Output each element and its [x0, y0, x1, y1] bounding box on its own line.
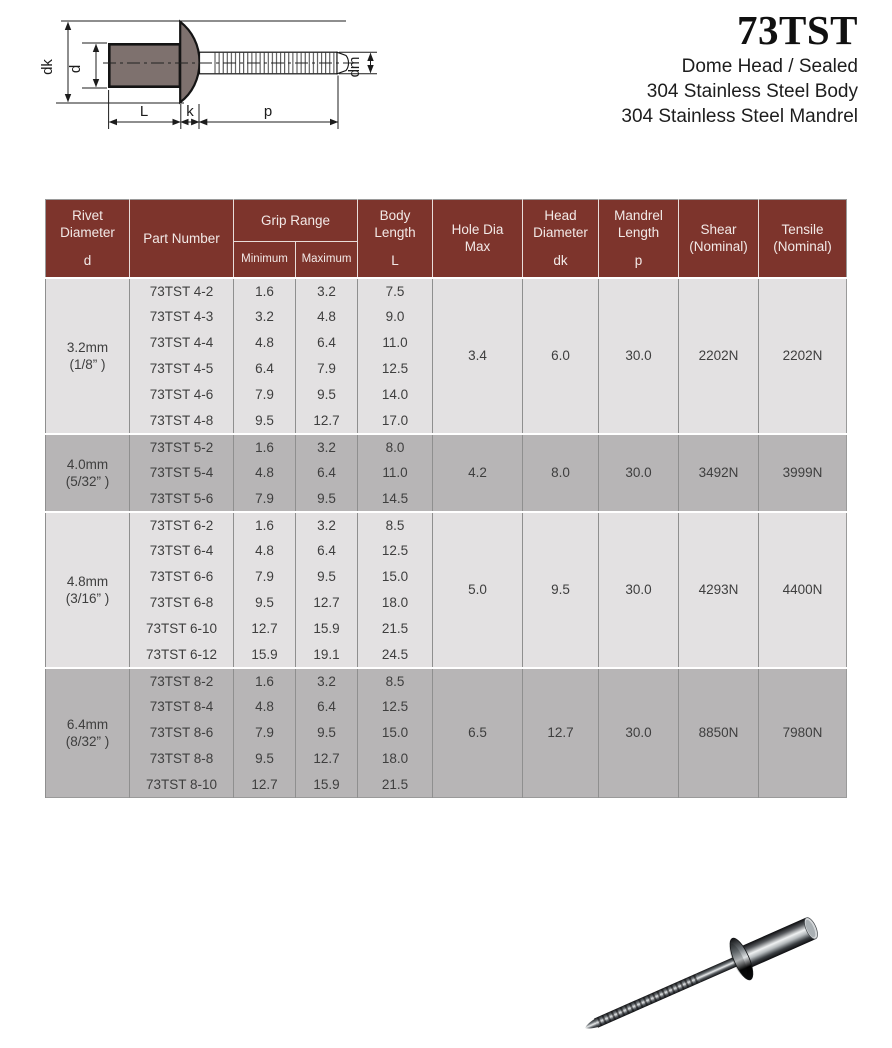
col-header-grip-range: Grip Range	[234, 200, 358, 242]
cell-body-length: 15.0	[358, 564, 433, 590]
cell-body-length: 8.5	[358, 512, 433, 538]
diameter-fraction: (3/16” )	[65, 590, 110, 606]
cell-grip-minimum: 3.2	[234, 304, 296, 330]
cell-grip-minimum: 1.6	[234, 668, 296, 694]
cell-shear: 2202N	[679, 278, 759, 434]
cell-grip-minimum: 7.9	[234, 382, 296, 408]
col-header-tensile: Tensile (Nominal)	[759, 200, 847, 278]
col-header-part-number: Part Number	[130, 200, 234, 278]
cell-mandrel-length: 30.0	[599, 668, 679, 798]
cell-hole-dia-max: 6.5	[433, 668, 523, 798]
cell-part-number: 73TST 4-6	[130, 382, 234, 408]
cell-grip-maximum: 3.2	[296, 434, 358, 460]
cell-grip-maximum: 6.4	[296, 330, 358, 356]
cell-grip-maximum: 6.4	[296, 538, 358, 564]
col-header-grip-maximum: Maximum	[296, 242, 358, 278]
cell-body-length: 24.5	[358, 642, 433, 668]
cell-grip-minimum: 9.5	[234, 590, 296, 616]
table-row	[46, 512, 847, 538]
rivet-body-section	[109, 44, 180, 86]
cell-hole-dia-max: 4.2	[433, 434, 523, 512]
cell-body-length: 21.5	[358, 772, 433, 798]
diameter-value: 3.2mm	[66, 339, 109, 355]
cell-part-number: 73TST 6-6	[130, 564, 234, 590]
cell-head-diameter: 9.5	[523, 512, 599, 668]
cell-body-length: 18.0	[358, 590, 433, 616]
cell-mandrel-length: 30.0	[599, 434, 679, 512]
diameter-fraction: (1/8” )	[69, 356, 106, 372]
cell-shear: 3492N	[679, 434, 759, 512]
cell-part-number: 73TST 5-6	[130, 486, 234, 512]
cell-body-length: 12.5	[358, 356, 433, 382]
cell-grip-maximum: 3.2	[296, 512, 358, 538]
cell-grip-minimum: 15.9	[234, 642, 296, 668]
cell-body-length: 8.5	[358, 668, 433, 694]
cell-grip-maximum: 12.7	[296, 590, 358, 616]
cell-mandrel-length: 30.0	[599, 278, 679, 434]
table-row	[46, 434, 847, 460]
cell-grip-maximum: 19.1	[296, 642, 358, 668]
cell-tensile: 7980N	[759, 668, 847, 798]
cell-part-number: 73TST 6-8	[130, 590, 234, 616]
cell-shear: 4293N	[679, 512, 759, 668]
cell-body-length: 12.5	[358, 694, 433, 720]
cell-tensile: 2202N	[759, 278, 847, 434]
dim-label-p: p	[263, 103, 273, 120]
cell-tensile: 3999N	[759, 434, 847, 512]
cell-grip-minimum: 4.8	[234, 694, 296, 720]
cell-grip-maximum: 15.9	[296, 616, 358, 642]
cell-grip-maximum: 9.5	[296, 486, 358, 512]
dim-label-d: d	[67, 64, 84, 74]
table-row	[46, 278, 847, 304]
cell-part-number: 73TST 8-10	[130, 772, 234, 798]
cell-grip-minimum: 4.8	[234, 538, 296, 564]
cell-part-number: 73TST 4-5	[130, 356, 234, 382]
cell-head-diameter: 8.0	[523, 434, 599, 512]
spec-table-body	[46, 278, 847, 798]
cell-body-length: 11.0	[358, 330, 433, 356]
cell-grip-maximum: 9.5	[296, 720, 358, 746]
col-header-head-diameter: Head Diameter dk	[523, 200, 599, 278]
title-block	[621, 8, 858, 129]
cell-head-diameter: 6.0	[523, 278, 599, 434]
cell-part-number: 73TST 6-10	[130, 616, 234, 642]
photo-mandrel-serrated	[594, 973, 701, 1027]
subtitle-line: 304 Stainless Steel Body	[646, 80, 858, 102]
cell-grip-minimum: 9.5	[234, 408, 296, 434]
cell-grip-maximum: 3.2	[296, 668, 358, 694]
rivet-dimension-diagram	[30, 5, 390, 145]
cell-grip-maximum: 12.7	[296, 746, 358, 772]
cell-mandrel-length: 30.0	[599, 512, 679, 668]
cell-body-length: 17.0	[358, 408, 433, 434]
cell-rivet-diameter	[46, 278, 130, 434]
diameter-value: 4.0mm	[66, 456, 109, 472]
cell-grip-minimum: 4.8	[234, 460, 296, 486]
subtitle-line: Dome Head / Sealed	[681, 55, 858, 77]
cell-grip-maximum: 3.2	[296, 278, 358, 304]
diameter-value: 4.8mm	[66, 573, 109, 589]
cell-grip-maximum: 9.5	[296, 382, 358, 408]
col-header-body-length: Body Length L	[358, 200, 433, 278]
cell-part-number: 73TST 8-8	[130, 746, 234, 772]
cell-grip-maximum: 9.5	[296, 564, 358, 590]
subtitle-line: 304 Stainless Steel Mandrel	[621, 105, 858, 127]
cell-grip-maximum: 7.9	[296, 356, 358, 382]
cell-part-number: 73TST 5-4	[130, 460, 234, 486]
cell-grip-minimum: 7.9	[234, 486, 296, 512]
cell-part-number: 73TST 4-3	[130, 304, 234, 330]
cell-grip-minimum: 6.4	[234, 356, 296, 382]
cell-part-number: 73TST 6-4	[130, 538, 234, 564]
spec-table-header	[46, 200, 847, 278]
cell-part-number: 73TST 8-2	[130, 668, 234, 694]
cell-rivet-diameter	[46, 512, 130, 668]
cell-part-number: 73TST 8-6	[130, 720, 234, 746]
cell-hole-dia-max: 5.0	[433, 512, 523, 668]
cell-rivet-diameter	[46, 434, 130, 512]
dim-label-dk: dk	[39, 59, 56, 75]
cell-body-length: 7.5	[358, 278, 433, 304]
cell-head-diameter: 12.7	[523, 668, 599, 798]
diameter-fraction: (8/32” )	[65, 733, 110, 749]
cell-grip-maximum: 4.8	[296, 304, 358, 330]
cell-grip-minimum: 4.8	[234, 330, 296, 356]
cell-grip-maximum: 6.4	[296, 694, 358, 720]
diameter-fraction: (5/32” )	[65, 473, 110, 489]
cell-shear: 8850N	[679, 668, 759, 798]
col-header-shear: Shear (Nominal)	[679, 200, 759, 278]
cell-grip-minimum: 7.9	[234, 720, 296, 746]
cell-grip-minimum: 1.6	[234, 278, 296, 304]
diameter-value: 6.4mm	[66, 716, 109, 732]
cell-body-length: 14.5	[358, 486, 433, 512]
dim-label-k: k	[186, 103, 194, 120]
cell-grip-minimum: 1.6	[234, 434, 296, 460]
page-title: 73TST	[737, 7, 858, 53]
cell-grip-minimum: 1.6	[234, 512, 296, 538]
cell-part-number: 73TST 4-2	[130, 278, 234, 304]
cell-grip-maximum: 15.9	[296, 772, 358, 798]
cell-part-number: 73TST 4-4	[130, 330, 234, 356]
col-header-rivet-diameter: Rivet Diameter d	[46, 200, 130, 278]
cell-body-length: 9.0	[358, 304, 433, 330]
cell-grip-maximum: 12.7	[296, 408, 358, 434]
cell-body-length: 11.0	[358, 460, 433, 486]
cell-grip-minimum: 7.9	[234, 564, 296, 590]
dome-head-section	[180, 22, 199, 102]
table-row	[46, 668, 847, 694]
cell-body-length: 12.5	[358, 538, 433, 564]
col-header-grip-minimum: Minimum	[234, 242, 296, 278]
cell-part-number: 73TST 6-12	[130, 642, 234, 668]
cell-part-number: 73TST 5-2	[130, 434, 234, 460]
dim-label-L: L	[139, 103, 149, 120]
col-header-hole-dia-max: Hole Dia Max	[433, 200, 523, 278]
cell-grip-maximum: 6.4	[296, 460, 358, 486]
cell-body-length: 15.0	[358, 720, 433, 746]
cell-grip-minimum: 9.5	[234, 746, 296, 772]
cell-body-length: 18.0	[358, 746, 433, 772]
cell-tensile: 4400N	[759, 512, 847, 668]
cell-hole-dia-max: 3.4	[433, 278, 523, 434]
cell-body-length: 14.0	[358, 382, 433, 408]
cell-part-number: 73TST 4-8	[130, 408, 234, 434]
cell-part-number: 73TST 8-4	[130, 694, 234, 720]
cell-rivet-diameter	[46, 668, 130, 798]
dim-label-dm: dm	[346, 56, 363, 78]
spec-table	[45, 199, 847, 798]
cell-part-number: 73TST 6-2	[130, 512, 234, 538]
cell-body-length: 21.5	[358, 616, 433, 642]
col-header-mandrel-length: Mandrel Length p	[599, 200, 679, 278]
cell-grip-minimum: 12.7	[234, 772, 296, 798]
cell-grip-minimum: 12.7	[234, 616, 296, 642]
cell-body-length: 8.0	[358, 434, 433, 460]
rivet-photo	[560, 880, 892, 1048]
